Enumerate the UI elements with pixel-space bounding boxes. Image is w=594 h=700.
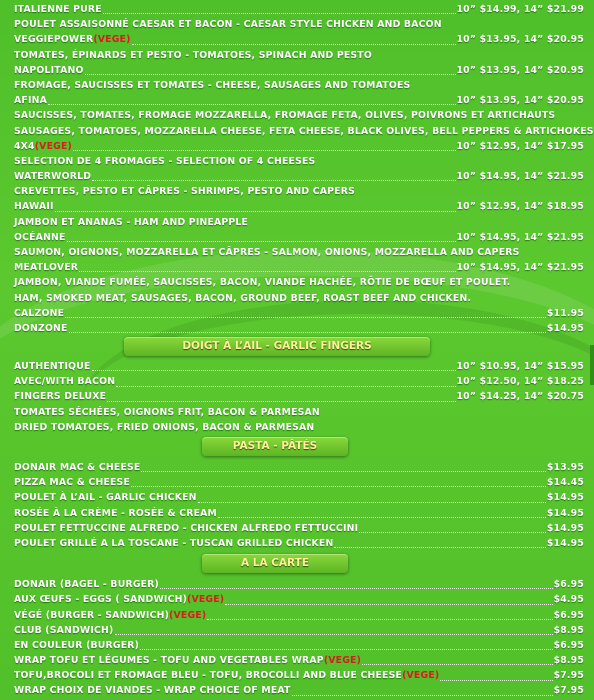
dot-leader [85,73,456,75]
menu-item [14,139,584,154]
item-name: WRAP TOFU ET LÉGUMES - TOFU AND VEGETABLES WRAP [14,655,324,667]
dot-leader [115,633,553,635]
menu-item [14,32,584,47]
item-description: CREVETTES, PESTO ET CÂPRES - SHRIMPS, PESTO AND CAPERS [14,186,355,198]
menu-item [14,506,584,521]
item-name: WRAP CHOIX DE VIANDES - WRAP CHOICE OF MEAT [14,685,291,697]
item-name: ITALIENNE PURE [14,3,102,15]
item-price: $14.95 [546,507,584,519]
dot-leader [67,240,456,242]
item-name: VEGGIEPOWER [14,34,94,46]
dot-leader [225,603,552,605]
item-name: AVEC/WITH BACON [14,376,116,388]
item-price: $7.95 [553,685,584,697]
item-price: 10” $13.95, 14” $20.95 [456,34,584,46]
pasta-header: PASTA - PÂTÉS [202,437,348,456]
item-price: $14.95 [546,322,584,334]
item-price: $14.95 [546,492,584,504]
pasta-section [14,460,584,551]
dot-leader [92,179,455,181]
item-name: PIZZA MAC & CHEESE [14,477,130,489]
dot-leader [79,270,455,272]
dot-leader [132,43,456,45]
menu-item [14,93,584,108]
menu-item [14,230,584,245]
item-price: 10” $13.95, 14” $20.95 [456,95,584,107]
item-price: $14.45 [546,477,584,489]
item-price: 10” $12.50, 14” $18.25 [456,376,584,388]
item-description: POULET ASSAISONNÉ CAESAR ET BACON - CAESAR STYLE CHICKEN AND BACON [14,19,442,31]
item-price: 10” $14.95, 14” $21.95 [456,231,584,243]
menu-item [14,169,584,184]
item-price: $14.95 [546,522,584,534]
item-description: SELECTION DE 4 FROMAGES - SELECTION OF 4 CHEESES [14,155,316,167]
dot-leader [69,331,546,333]
item-price: 10” $14.99, 14” $21.99 [456,3,584,15]
item-name: WATERWORLD [14,171,92,183]
menu-item [14,374,584,389]
item-price: 10” $12.95, 14” $18.95 [456,201,584,213]
dot-leader [440,679,552,681]
item-name: CLUB (SANDWICH) [14,624,114,636]
item-name: ROSÉE À LA CRÈME - ROSÉE & CREAM [14,507,217,519]
menu-item [14,2,584,17]
a-la-carte-header: A LA CARTE [202,554,348,573]
dot-leader [131,485,546,487]
item-description: SAUSAGES, TOMATOES, MOZZARELLA CHEESE, FETA CHEESE, BLACK OLIVES, BELL PEPPERS & ARTICHOKES [14,125,594,137]
item-price: 10” $10.95, 14” $15.95 [456,361,584,373]
vege-tag: (VEGE) [169,609,207,621]
menu-item [14,536,584,551]
vege-tag: (VEGE) [93,34,131,46]
dot-leader [218,516,546,518]
item-description: TOMATES SÉCHÉES, OIGNONS FRIT, BACON & PARMESAN [14,406,320,418]
vege-tag: (VEGE) [402,670,440,682]
item-price: 10” $12.95, 14” $17.95 [456,140,584,152]
pizza-section [14,2,594,336]
dot-leader [107,400,455,402]
item-name: DONAIR (BAGEL - BURGER) [14,579,160,591]
item-name: AFINA [14,95,47,107]
item-description: FROMAGE, SAUCISSES ET TOMATES - CHEESE, SAUSAGES AND TOMATOES [14,79,411,91]
item-price: 10” $14.95, 14” $21.95 [456,171,584,183]
item-description: DRIED TOMATOES, FRIED ONIONS, BACON & PARMESAN [14,421,315,433]
item-name: MEATLOVER [14,262,79,274]
vege-tag: (VEGE) [34,140,72,152]
item-name: FINGERS DELUXE [14,391,107,403]
vege-tag: (VEGE) [187,594,225,606]
menu-item [14,306,584,321]
item-description: SAUCISSES, TOMATES, FROMAGE MOZZARELLA, FROMAGE FETA, OLIVES, POIVRONS ET ARTICHAUTS [14,110,556,122]
menu-item [14,577,584,592]
item-price: $4.95 [553,594,584,606]
item-price: $6.95 [553,579,584,591]
garlic-fingers-header: DOIGT À L’AIL - GARLIC FINGERS [124,337,430,356]
item-name: POULET FETTUCCINE ALFREDO - CHICKEN ALFREDO FETTUCCINI [14,522,359,534]
item-name: POULET À L’AIL - GARLIC CHICKEN [14,492,197,504]
dot-leader [140,648,552,650]
item-price: $8.95 [553,655,584,667]
item-description: JAMBON, VIANDE FUMÉE, SAUCISSES, BACON, VIANDE HACHÉE, RÔTIE DE BŒUF ET POULET. [14,277,511,289]
vege-tag: (VEGE) [323,655,362,667]
item-price: $6.95 [553,609,584,621]
menu-item [14,199,584,214]
garlic-fingers-section [14,359,584,435]
item-description: SAUMON, OIGNONS, MOZZARELLA ET CÂPRES - SALMON, ONIONS, MOZZARELLA AND CAPERS [14,247,520,258]
dot-leader [48,103,456,105]
dot-leader [207,618,552,620]
menu-item [14,321,584,336]
menu-item [14,638,584,653]
menu-item [14,592,584,607]
item-price: 10” $14.95, 14” $21.95 [456,262,584,274]
item-name: TOFU,BROCOLI ET FROMAGE BLEU - TOFU, BROCOLLI AND BLUE CHEESE [14,670,403,682]
dot-leader [65,316,546,318]
item-name: POULET GRILLÉ A LA TOSCANE - TUSCAN GRILLED CHICKEN [14,537,334,549]
menu-item [14,668,584,683]
item-price: 10” $13.95, 14” $20.95 [456,64,584,76]
item-price: $6.95 [553,639,584,651]
menu-item [14,608,584,623]
item-price: $11.95 [546,307,584,319]
item-price: 10” $14.25, 14” $20.75 [456,391,584,403]
dot-leader [334,546,545,548]
item-name: CALZONE [14,307,65,319]
menu-item [14,475,584,490]
menu-item [14,460,584,475]
menu-item [14,653,584,668]
dot-leader [292,694,553,696]
menu-item [14,63,584,78]
item-description: HAM, SMOKED MEAT, SAUSAGES, BACON, GROUND BEEF, ROAST BEEF AND CHICKEN. [14,292,472,304]
item-name: EN COULEUR (BURGER) [14,639,140,651]
item-name: OCÉANNE [14,231,66,243]
menu-item [14,390,584,405]
dot-leader [160,587,553,589]
dot-leader [92,369,456,371]
item-description: JAMBON ET ANANAS - HAM AND PINEAPPLE [14,216,249,228]
item-name: DONZONE [14,322,68,334]
a-la-carte-section [14,577,584,699]
menu-item [14,623,584,638]
menu-item [14,684,584,699]
menu-item [14,359,584,374]
dot-leader [55,210,456,212]
menu-item [14,260,584,275]
dot-leader [116,385,455,387]
dot-leader [359,531,546,533]
dot-leader [141,470,545,472]
item-price: $13.95 [546,462,584,474]
item-description: TOMATES, ÉPINARDS ET PESTO - TOMATOES, SPINACH AND PESTO [14,49,372,61]
item-price: $8.95 [553,624,584,636]
dot-leader [103,12,456,14]
item-name: HAWAII [14,201,54,213]
menu-item [14,490,584,505]
item-price: $14.95 [546,537,584,549]
item-name: AUX ŒUFS - EGGS ( SANDWICH) [14,594,188,606]
item-name: NAPOLITANO [14,64,84,76]
item-name: VÉGÉ (BURGER - SANDWICH) [14,609,170,621]
dot-leader [362,663,553,665]
item-price: $7.95 [553,670,584,682]
item-name: AUTHENTIQUE [14,361,91,373]
dot-leader [73,149,456,151]
item-name: DONAIR MAC & CHEESE [14,462,141,474]
item-name: 4X4 [14,140,35,152]
menu-item [14,521,584,536]
dot-leader [198,501,546,503]
edge-accent [590,345,594,385]
